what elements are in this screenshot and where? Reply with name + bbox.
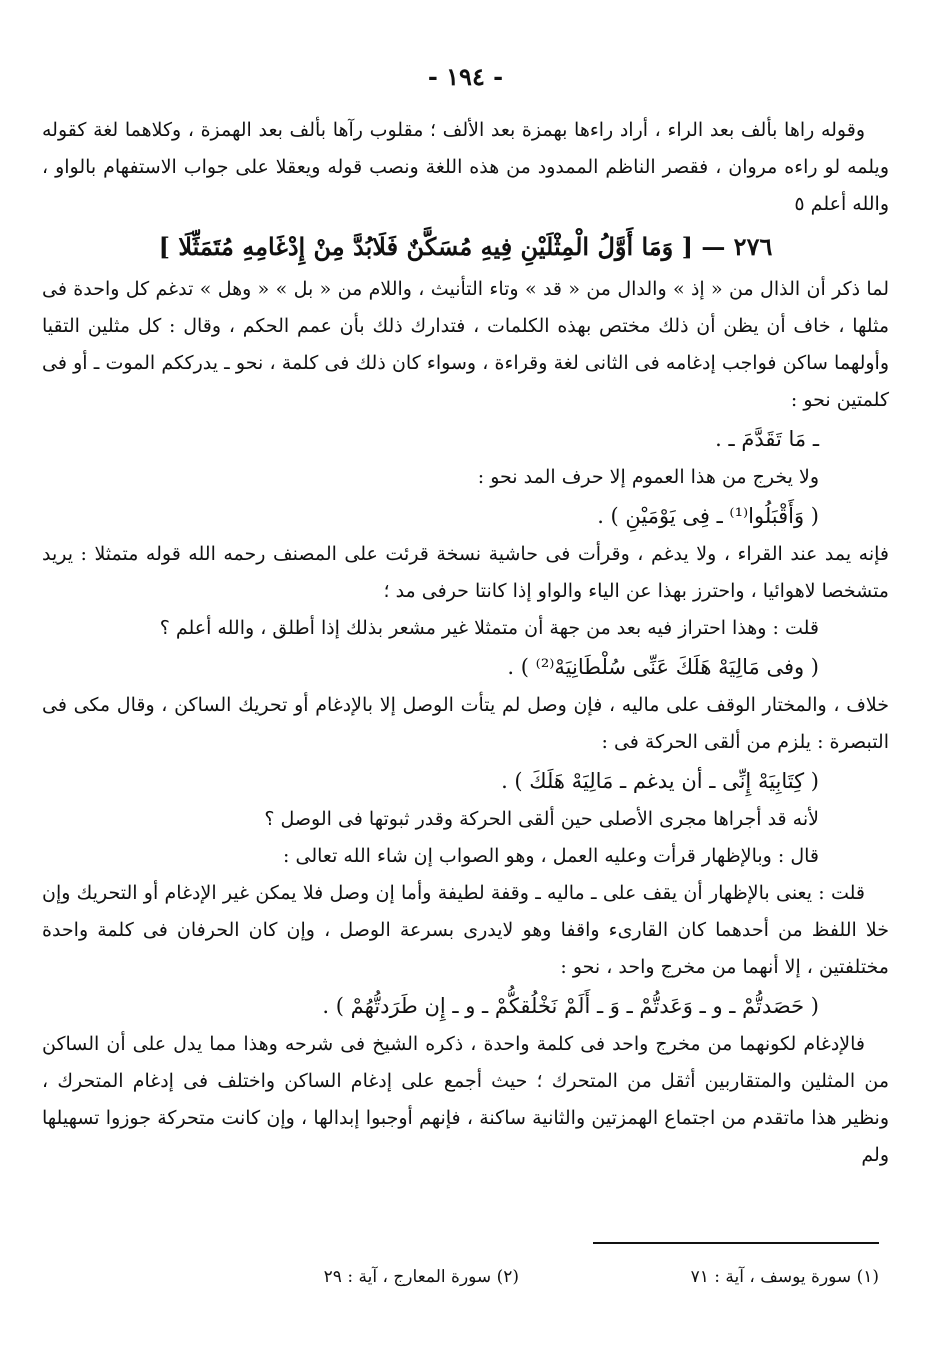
footnote-1: (١) سورة يوسف ، آية : ٧١ xyxy=(690,1267,879,1287)
page-number: - ١٩٤ - xyxy=(427,62,504,91)
paragraph-10: فالإدغام لكونهما من مخرج واحد فى كلمة واحدة ، ذكره الشيخ فى شرحه وهذا مما يدل على أن الساكن من المثلين والمتقاربين أثقل من المتحرك ؛ حيث أجمع على إدغام الساكن واختلف فى إدغام المتحرك ، ونظير هذا ماتقدم من اجتماع الهمزتين والثانية ساكنة ، فإنهم أوجبوا إبدالها ، وإن كانت متحركة جوزوا تسهيلها ولم xyxy=(42,1033,889,1166)
paragraph-1: وقوله راها بألف بعد الراء ، أراد راءها بهمزة بعد الألف ؛ مقلوب رآها بألف بعد الهمزة ، وكلاهما لغة كقوله ويلمه لو راءه مروان ، فقصر الناظم الممدود من هذه اللغة ونصب قوله ويعقلا على جواب الاستفهام بالواو ، والله أعلم ٥ xyxy=(42,119,889,215)
paragraph-5: قلت : وهذا احتراز فيه بعد من جهة أن متمثلا غير مشعر بذلك إذا أطلق ، والله أعلم ؟ xyxy=(159,617,819,639)
paragraph-2: لما ذكر أن الذال من « إذ » والدال من « قد » وتاء التأنيث ، واللام من « بل » « وهل » تدغم كل واحدة فى مثلها ، خاف أن يظن أن ذلك مختص بهذه الكلمات ، فتدارك ذلك بأن عمم الحكم ، وقال : كل مثلين التقيا وأولهما ساكن فواجب إدغامه فى الثانى لغة وقراءة ، وسواء كان ذلك فى كلمة ، نحو ـ يدرككم الموت ـ أو فى كلمتين نحو : xyxy=(42,278,889,411)
quran-quote-4: ( كِتَابِيَهْ إِنِّى ـ أن يدغم ـ مَالِيَهْ هَلَكَ ) . xyxy=(501,769,819,793)
paragraph-3: ولا يخرج من هذا العموم إلا حرف المد نحو : xyxy=(477,466,819,488)
paragraph-6: خلاف ، والمختار الوقف على ماليه ، فإن وصل لم يتأت الوصل إلا بالإدغام أو تحريك الساكن ، وقال مكى فى التبصرة : يلزم من ألقى الحركة فى : xyxy=(42,694,889,753)
page-body xyxy=(42,112,889,1174)
quran-quote-2: ( وَأَقْبَلُوا⁽¹⁾ ـ فِى يَوْمَيْنِ ) . xyxy=(597,504,819,528)
footnote-2: (٢) سورة المعارج ، آية : ٢٩ xyxy=(323,1267,519,1287)
quran-quote-5: ( حَصَدتُّمْ ـ و ـ وَعَدتُّمْ ـ وَ ـ أَلَمْ نَخْلُقكُّمْ ـ و ـ إِن طَرَدتُّهُمْ ) . xyxy=(322,994,819,1018)
verse-heading-276: ٢٧٦ — [ وَمَا أَوَّلُ الْمِثْلَيْنِ فِيهِ مُسَكَّنٌ فَلَابُدَّ مِنْ إِدْغَامِهِ مُتَمَثِّلَا ] xyxy=(158,232,773,261)
paragraph-4: فإنه يمد عند القراء ، ولا يدغم ، وقرأت فى حاشية نسخة قرئت على المصنف رحمه الله قوله متمثلا : يريد متشخصا لاهوائيا ، واحترز بهذا عن الياء والواو إذا كانتا حرفى مد ؛ xyxy=(42,543,889,602)
footnote-divider xyxy=(593,1242,879,1244)
quran-quote-1: ـ مَا تَقَدَّمَ ـ . xyxy=(715,427,819,451)
paragraph-8: قال : وبالإظهار قرأت وعليه العمل ، وهو الصواب إن شاء الله تعالى : xyxy=(283,845,819,867)
quran-quote-3: ( وفى مَالِيَهْ هَلَكَ عَنِّى سُلْطَانِيَهْ⁽²⁾ ) . xyxy=(507,655,819,679)
paragraph-9: قلت : يعنى بالإظهار أن يقف على ـ ماليه ـ وقفة لطيفة وأما إن وصل فلا يمكن غير الإدغام أو التحريك وإن خلا اللفظ من أحدهما كان القارىء واقفا وهو لايدرى بسرعة الوصل ، وإن كان الحرفان فى كلمة واحدة مختلفتين ، إلا أنهما من مخرج واحد ، نحو : xyxy=(42,882,889,978)
paragraph-7: لأنه قد أجراها مجرى الأصلى حين ألقى الحركة وقدر ثبوتها فى الوصل ؟ xyxy=(264,808,819,830)
